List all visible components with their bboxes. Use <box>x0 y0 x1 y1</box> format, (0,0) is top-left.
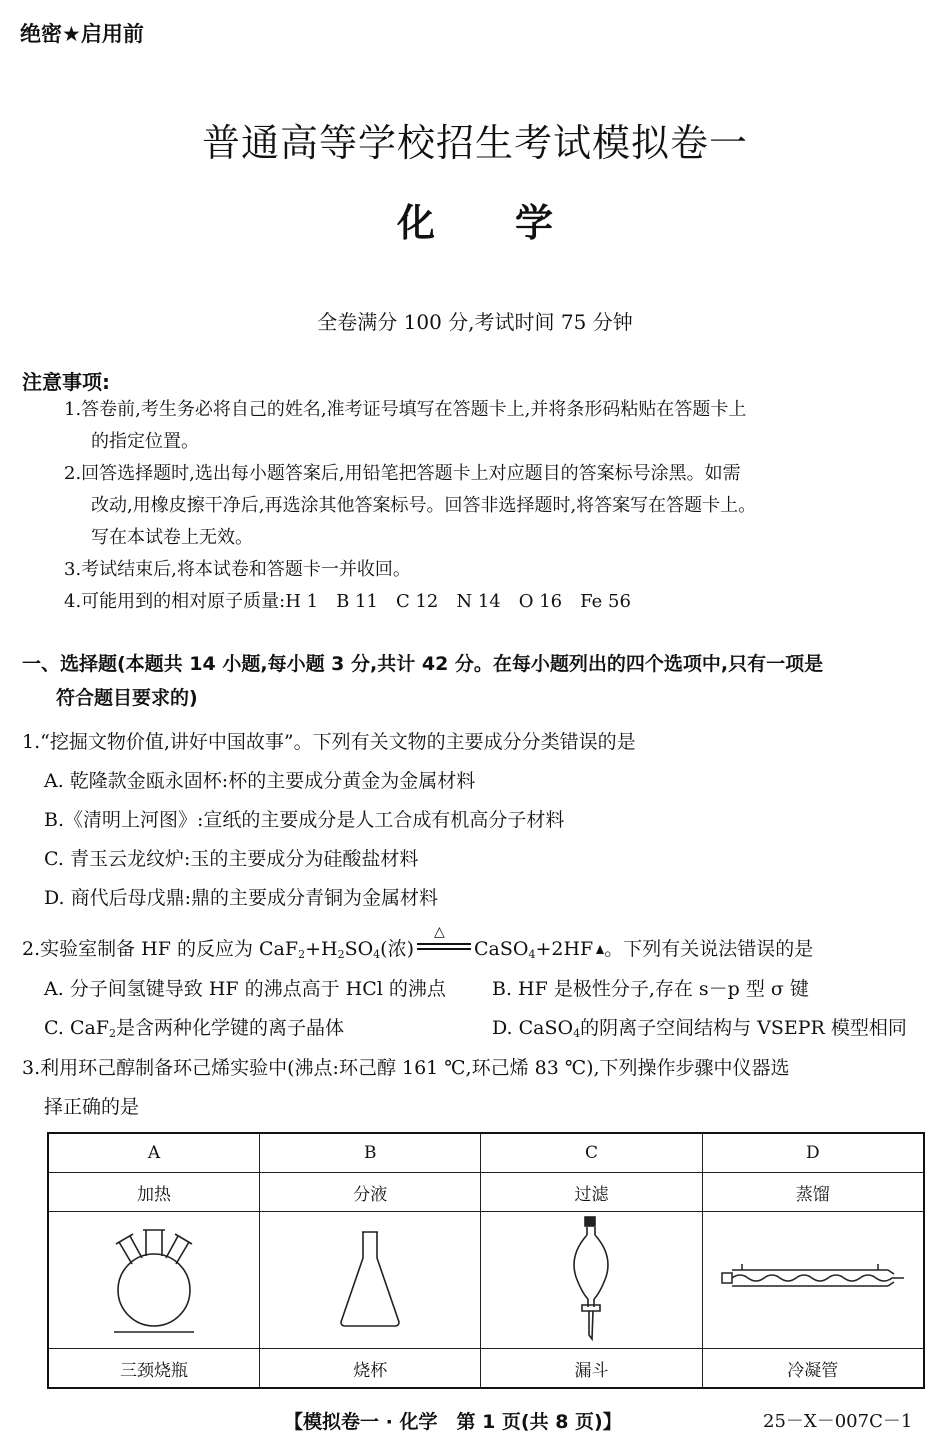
notice-item-4: 4.可能用到的相对原子质量:H 1 B 11 C 12 N 14 O 16 Fe 56 <box>64 591 631 612</box>
q1-option-c: C. 青玉云龙纹炉:玉的主要成分为硅酸盐材料 <box>44 848 419 870</box>
three-neck-flask-cell <box>48 1212 260 1349</box>
option-letter-b: B <box>260 1133 481 1173</box>
q2-option-a: A. 分子间氢键导致 HF 的沸点高于 HCl 的沸点 <box>44 978 446 1000</box>
q2-option-b: B. HF 是极性分子,存在 s－p 型 σ 键 <box>492 978 809 1000</box>
q1-option-a: A. 乾隆款金瓯永固杯:杯的主要成分黄金为金属材料 <box>44 770 476 792</box>
condenser-icon <box>718 1258 908 1298</box>
score-time-info: 全卷满分 100 分,考试时间 75 分钟 <box>317 310 633 334</box>
exam-title: 普通高等学校招生考试模拟卷一 <box>201 121 748 165</box>
section1-heading: 一、选择题(本题共 14 小题,每小题 3 分,共计 42 分。在每小题列出的四个选项中,只有一项是 符合题目要求的) <box>22 653 824 709</box>
option-letter-d: D <box>702 1133 924 1173</box>
three-neck-flask-icon <box>99 1220 209 1336</box>
confidential-label: 绝密★启用前 <box>20 22 144 46</box>
heating-condition: △ <box>414 938 474 960</box>
separatory-funnel-cell <box>481 1212 702 1349</box>
conical-flask-cell <box>260 1212 481 1349</box>
table-row-letters <box>48 1133 924 1173</box>
double-equals-sign <box>417 943 471 950</box>
table-row-names <box>48 1349 924 1389</box>
q1-stem: 1.“挖掘文物价值,讲好中国故事”。下列有关文物的主要成分分类错误的是 <box>22 731 636 753</box>
notice-list <box>64 394 934 618</box>
apparatus-table <box>47 1132 925 1389</box>
notice-heading: 注意事项: <box>22 370 110 394</box>
q1-option-d: D. 商代后母戊鼎:鼎的主要成分青铜为金属材料 <box>44 887 439 909</box>
operation-d: 蒸馏 <box>702 1173 924 1212</box>
q2-option-d: D. CaSO$_4$的阴离子空间结构与 VSEPR 模型相同 <box>492 1017 907 1040</box>
condenser-cell <box>702 1212 924 1349</box>
separatory-funnel-icon <box>566 1215 616 1341</box>
q2-stem: 2.实验室制备 HF 的反应为 $CaF_2+H_2SO_4$(浓) △ CaSO$_4$+2HF 。下列有关说法错误的是 <box>22 924 814 961</box>
option-letter-c: C <box>481 1133 702 1173</box>
apparatus-name-a: 三颈烧瓶 <box>48 1349 260 1389</box>
option-letter-a: A <box>48 1133 260 1173</box>
q1-option-b: B.《清明上河图》:宣纸的主要成分是人工合成有机高分子材料 <box>44 809 565 831</box>
notice-item-1: 1.答卷前,考生务必将自己的姓名,准考证号填写在答题卡上,并将条形码粘贴在答题卡上 的指定位置。 <box>64 399 747 452</box>
conical-flask-icon <box>335 1226 405 1330</box>
notice-item-2: 2.回答选择题时,选出每小题答案后,用铅笔把答题卡上对应题目的答案标号涂黑。如需 改动,用橡皮擦干净后,再选涂其他答案标号。回答非选择题时,将答案写在答题卡上。 写在本试卷上无效。 <box>64 463 757 548</box>
page-footer-label: 【模拟卷一 · 化学 第 1 页(共 8 页)】 <box>284 1411 622 1433</box>
operation-c: 过滤 <box>481 1173 702 1212</box>
operation-b: 分液 <box>260 1173 481 1212</box>
subject-title: 化学 <box>396 201 633 245</box>
apparatus-name-c: 漏斗 <box>481 1349 702 1389</box>
page-footer-code: 25－X－007C－1 <box>763 1411 913 1432</box>
table-row-images <box>48 1212 924 1349</box>
notice-item-3: 3.考试结束后,将本试卷和答题卡一并收回。 <box>64 559 411 580</box>
q3-stem-line2: 择正确的是 <box>44 1096 140 1118</box>
apparatus-name-d: 冷凝管 <box>702 1349 924 1389</box>
operation-a: 加热 <box>48 1173 260 1212</box>
apparatus-name-b: 烧杯 <box>260 1349 481 1389</box>
table-row-operations <box>48 1173 924 1212</box>
q2-option-c: C. CaF$_2$是含两种化学键的离子晶体 <box>44 1017 345 1040</box>
q3-stem-line1: 3.利用环己醇制备环己烯实验中(沸点:环己醇 161 ℃,环己烯 83 ℃),下列操作步骤中仪器选 <box>22 1057 790 1079</box>
